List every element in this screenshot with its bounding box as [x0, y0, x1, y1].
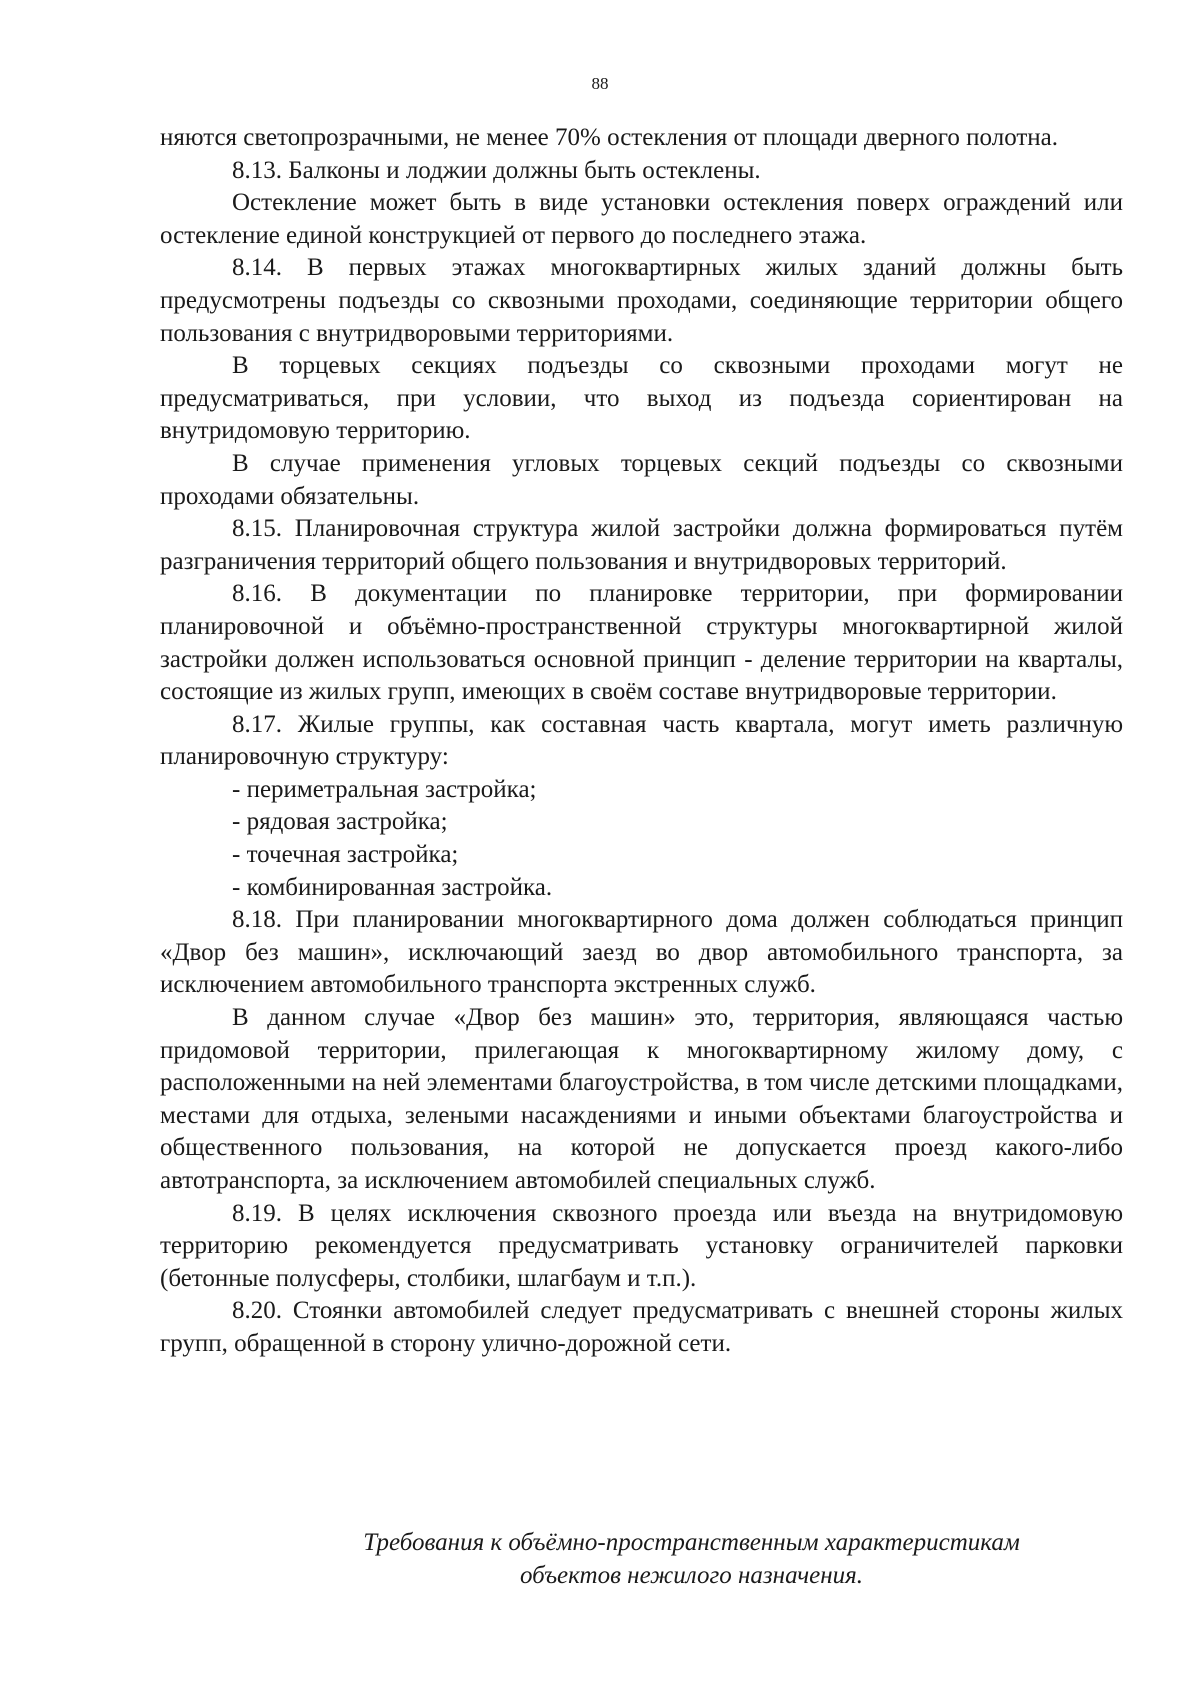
paragraph-8-19: 8.19. В целях исключения сквозного проезда или въезда на внутридомовую территорию рекомендуется предусматривать установку ограничителей парковки (бетонные полусферы, столбики, шлагбаум и т.п.). — [160, 1199, 1123, 1292]
list-item-point: - точечная застройка; — [232, 841, 459, 869]
page-number: 88 — [591, 74, 609, 93]
section-heading-line-2: объектов нежилого назначения. — [519, 1561, 864, 1589]
paragraph-corner-sections: В случае применения угловых торцевых секций подъезды со сквозными проходами обязательны. — [160, 449, 1123, 510]
section-heading-line-1: Требования к объёмно-пространственным характеристикам — [363, 1529, 1020, 1556]
paragraph-8-15: 8.15. Планировочная структура жилой застройки должна формироваться путём разграничения территорий общего пользования и внутридворовых территорий. — [160, 515, 1123, 575]
paragraph-8-18: 8.18. При планировании многоквартирного дома должен соблюдаться принцип «Двор без машин», исключающий заезд во двор автомобильного транспорта, за исключением автомобильного транспорта экстренных служб. — [160, 906, 1123, 999]
paragraph-8-14: 8.14. В первых этажах многоквартирных жилых зданий должны быть предусмотрены подъезды со сквозными проходами, соединяющие территории общего пользования с внутридворовыми территориями. — [160, 254, 1123, 347]
paragraph-end-sections: В торцевых секциях подъезды со сквозными проходами могут не предусматриваться, при условии, что выход из подъезда сориентирован на внутридомовую территорию. — [160, 352, 1123, 445]
section-heading — [250, 1527, 1133, 1592]
body-text — [160, 122, 1123, 1361]
list-item-row: - рядовая застройка; — [232, 808, 448, 836]
list-item-combined: - комбинированная застройка. — [232, 873, 553, 901]
paragraph-yard-definition: В данном случае «Двор без машин» это, территория, являющаяся частью придомовой территории, прилегающая к многоквартирному жилому дому, с расположенными на ней элементами благоустройства, в том числе детскими площадками, местами для отдыха, зелеными насаждениями и иными объектами благоустройства и общественного пользования, на которой не допускается проезд какого-либо автотранспорта, за исключением автомобилей специальных служб. — [160, 1004, 1123, 1194]
paragraph-continuation: няются светопрозрачными, не менее 70% остекления от площади дверного полотна. — [160, 124, 1059, 151]
paragraph-8-16: 8.16. В документации по планировке территории, при формировании планировочной и объёмно-пространственной структуры многоквартирной жилой застройки должен использоваться основной принцип - деление территории на кварталы, состоящие из жилых групп, имеющих в своём составе внутридворовые территории. — [160, 580, 1123, 706]
paragraph-8-20: 8.20. Стоянки автомобилей следует предусматривать с внешней стороны жилых групп, обращенной в сторону улично-дорожной сети. — [160, 1297, 1123, 1357]
paragraph-8-17: 8.17. Жилые группы, как составная часть квартала, могут иметь различную планировочную структуру: — [160, 710, 1123, 771]
paragraph-8-13: 8.13. Балконы и лоджии должны быть остеклены. — [232, 156, 761, 184]
list-item-perimeter: - периметральная застройка; — [232, 775, 537, 803]
paragraph-glazing: Остекление может быть в виде установки остекления поверх ограждений или остекление единой конструкцией от первого до последнего этажа. — [160, 189, 1123, 249]
